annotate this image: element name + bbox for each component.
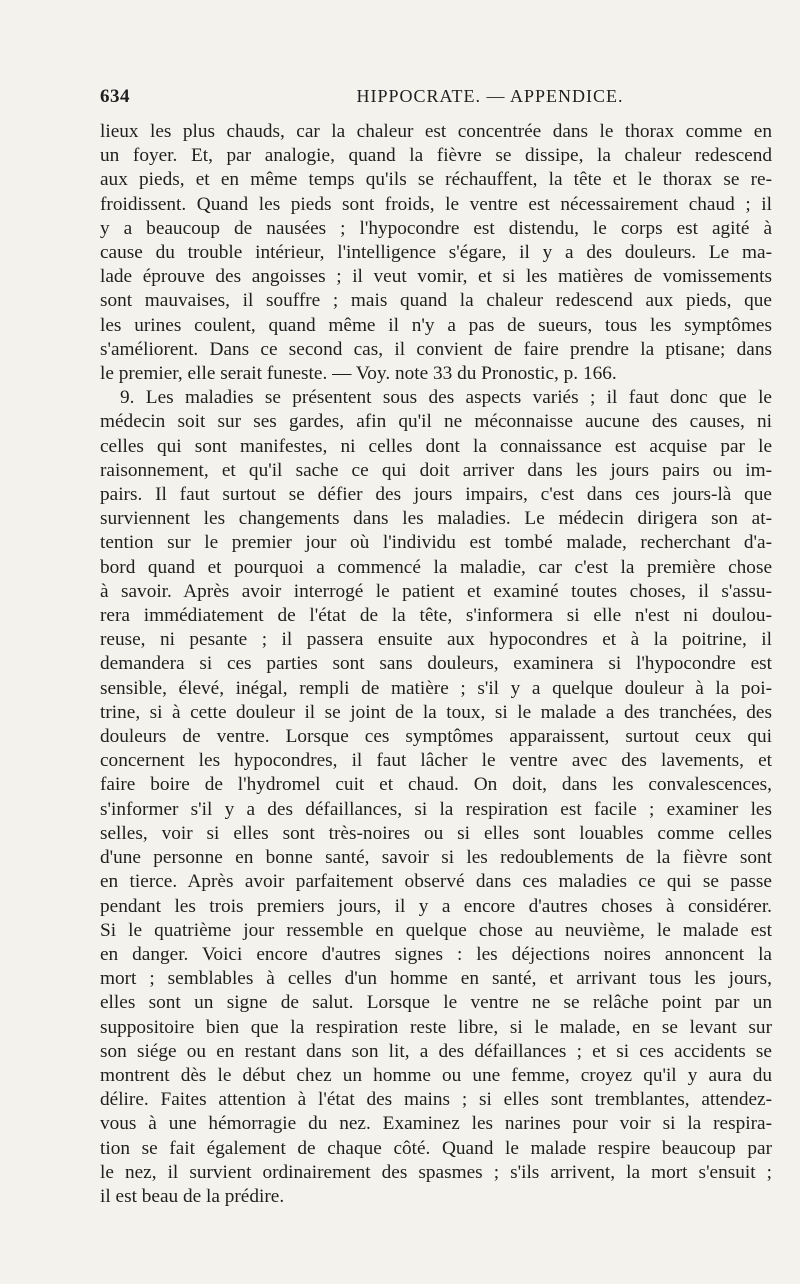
text-line: vous à une hémorragie du nez. Examinez les narines pour voir si la respira- (100, 1113, 772, 1135)
text-line: les urines coulent, quand même il n'y a pas de sueurs, tous les symptômes (100, 314, 772, 336)
text-line: pairs. Il faut surtout se défier des jours impairs, c'est dans ces jours-là que (100, 484, 772, 506)
text-line: en tierce. Après avoir parfaitement observé dans ces maladies ce qui se passe (100, 871, 772, 893)
text-line: en danger. Voici encore d'autres signes : les déjections noires annoncent la (100, 943, 772, 965)
text-line: tion se fait également de chaque côté. Quand le malade respire beaucoup par (100, 1137, 772, 1159)
text-line: son siége ou en restant dans son lit, a des défaillances ; et si ces accidents se (100, 1040, 772, 1062)
text-line: 9. Les maladies se présentent sous des aspects variés ; il faut donc que le (120, 387, 772, 409)
text-line: cause du trouble intérieur, l'intelligence s'égare, il y a des douleurs. Le ma- (100, 242, 772, 264)
running-title: HIPPOCRATE. — APPENDICE. (356, 86, 624, 106)
text-line: aux pieds, et en même temps qu'ils se réchauffent, la tête et le thorax se re- (100, 169, 772, 191)
text-line: suppositoire bien que la respiration reste libre, si le malade, en se levant sur (100, 1016, 772, 1038)
text-line: d'une personne en bonne santé, savoir si les redoublements de la fièvre sont (100, 847, 772, 869)
text-line: surviennent les changements dans les maladies. Le médecin dirigera son at- (100, 508, 772, 530)
text-line: à savoir. Après avoir interrogé le patient et examiné toutes choses, il s'assu- (100, 580, 772, 602)
text-line: sensible, élevé, inégal, rempli de matière ; s'il y a quelque douleur à la poi- (100, 677, 772, 699)
page-header (100, 86, 780, 114)
text-line: froidissent. Quand les pieds sont froids, le ventre est nécessairement chaud ; il (100, 193, 772, 215)
text-line: faire boire de l'hydromel cuit et chaud. On doit, dans les convalescences, (100, 774, 772, 796)
text-line: médecin soit sur ses gardes, afin qu'il ne méconnaisse aucune des causes, ni (100, 411, 772, 433)
text-line: un foyer. Et, par analogie, quand la fièvre se dissipe, la chaleur redescend (100, 145, 772, 167)
text-line: le premier, elle serait funeste. — Voy. note 33 du Pronostic, p. 166. (100, 363, 617, 385)
text-line: raisonnement, et qu'il sache ce qui doit arriver dans les jours pairs ou im- (100, 459, 772, 481)
text-line: concernent les hypocondres, il faut lâcher le ventre avec des lavements, et (100, 750, 772, 772)
text-line: demandera si ces parties sont sans douleurs, examinera si l'hypocondre est (100, 653, 772, 675)
text-line: y a beaucoup de nausées ; l'hypocondre est distendu, le corps est agité à (100, 217, 772, 239)
text-line: délire. Faites attention à l'état des mains ; si elles sont tremblantes, attendez- (100, 1089, 772, 1111)
text-line: trine, si à cette douleur il se joint de la toux, si le malade a des tranchées, des (100, 701, 772, 723)
text-line: rera immédiatement de l'état de la tête, s'informera si elle n'est ni doulou- (100, 605, 772, 627)
text-line: pendant les trois premiers jours, il y a encore d'autres choses à considérer. (100, 895, 772, 917)
text-line: mort ; semblables à celles d'un homme en santé, et arrivant tous les jours, (100, 968, 772, 990)
text-line: reuse, ni pesante ; il passera ensuite aux hypocondres et à la poitrine, il (100, 629, 772, 651)
body-text (100, 120, 772, 1209)
text-line: lade éprouve des angoisses ; il veut vomir, et si les matières de vomissements (100, 266, 772, 288)
text-line: montrent dès le début chez un homme ou une femme, croyez qu'il y aura du (100, 1064, 772, 1086)
text-line: bord quand et pourquoi a commencé la maladie, car c'est la première chose (100, 556, 772, 578)
page-number: 634 (100, 86, 130, 107)
text-line: s'informer s'il y a des défaillances, si la respiration est facile ; examiner les (100, 798, 772, 820)
text-line: Si le quatrième jour ressemble en quelque chose au neuvième, le malade est (100, 919, 772, 941)
text-line: lieux les plus chauds, car la chaleur est concentrée dans le thorax comme en (100, 121, 772, 142)
text-line: celles qui sont manifestes, ni celles dont la connaissance est acquise par le (100, 435, 772, 457)
text-line: douleurs de ventre. Lorsque ces symptômes apparaissent, surtout ceux qui (100, 726, 772, 748)
text-line: le nez, il survient ordinairement des spasmes ; s'ils arrivent, la mort s'ensuit ; (100, 1161, 772, 1183)
text-line: tention sur le premier jour où l'individu est tombé malade, recherchant d'a- (100, 532, 772, 554)
text-line: selles, voir si elles sont très-noires ou si elles sont louables comme celles (100, 822, 772, 844)
text-line: elles sont un signe de salut. Lorsque le ventre ne se relâche point par un (100, 992, 772, 1014)
text-line: s'améliorent. Dans ce second cas, il convient de faire prendre la ptisane; dans (100, 338, 772, 360)
text-line: il est beau de la prédire. (100, 1185, 285, 1207)
text-line: sont mauvaises, il souffre ; mais quand la chaleur redescend aux pieds, que (100, 290, 772, 312)
